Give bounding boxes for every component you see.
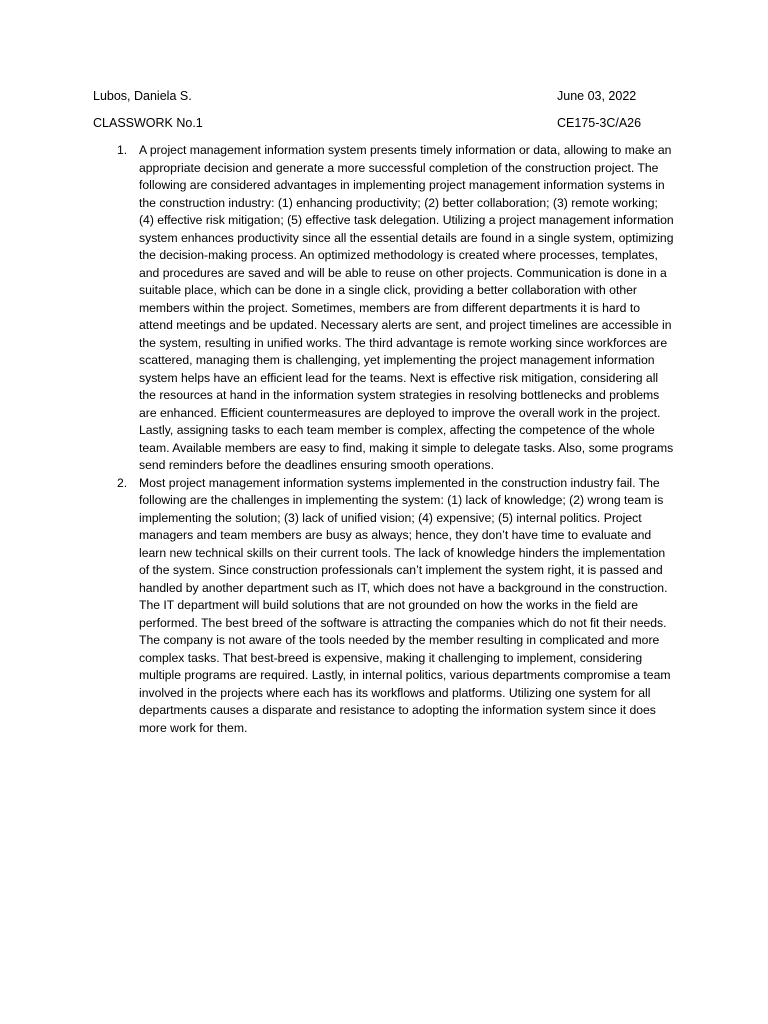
item-text: Most project management information systems implemented in the construction industry fail. The following are the challenges in implementing the system: (1) lack of knowledge; (2) wrong team is implementing the solution; (3) lack of unified vision; (4) expensive; (5) internal politics. Project managers and team members are busy as always; hence, they don’t have time to evaluate and learn new technical skills on their current tools. The lack of knowledge hinders the implementation of the system. Since construction professionals can’t implement the system right, it is passed and handled by another department such as IT, which does not have a background in the construction. The IT department will build solutions that are not grounded on how the works in the field are performed. The best breed of the software is attracting the companies which do not fit their needs. The company is not aware of the tools needed by the member resulting in complicated and more complex tasks. That best-breed is expensive, making it challenging to implement, considering multiple programs are required. Lastly, in internal politics, various departments compromise a team involved in the projects where each has its workflows and platforms. Utilizing one system for all departments causes a disparate and resistance to adopting the information system since it does more work for them. [139,475,671,735]
item-text: A project management information system presents timely information or data, allowing to make an appropriate decision and generate a more successful completion of the construction project. The following are considered advantages in implementing project management information systems in the construction industry: (1) enhancing productivity; (2) better collaboration; (3) remote working; (4) effective risk mitigation; (5) effective task delegation. Utilizing a project management information system enhances productivity since all the essential details are found in a single system, optimizing the decision-making process. An optimized methodology is created where processes, templates, and procedures are saved and will be able to reuse on other projects. Communication is done in a suitable place, which can be done in a single click, providing a better collaboration with other members within the project. Sometimes, members are from different departments it is hard to attend meetings and be updated. Necessary alerts are sent, and project timelines are accessible in the system, resulting in unified works. The third advantage is remote working since workforces are scattered, managing them is challenging, yet implementing the project management information system helps have an efficient lead for the teams. Next is effective risk mitigation, considering all the resources at hand in the information system strategies in resolving bottlenecks and problems are enhanced. Efficient countermeasures are deployed to improve the overall work in the project. Lastly, assigning tasks to each team member is complex, affecting the competence of the whole team. Available members are easy to find, making it simple to delegate tasks. Also, some programs send reminders before the deadlines ensuring smooth operations. [139,143,674,472]
answer-item-2 [117,475,675,738]
answer-item-1 [117,142,675,475]
answer-list [117,142,675,737]
document-title: CLASSWORK No.1 [93,116,203,130]
submission-date: June 03, 2022 [557,89,637,103]
student-name: Lubos, Daniela S. [93,89,192,103]
course-code: CE175-3C/A26 [557,116,642,130]
item-number: 1. [117,143,128,157]
item-number: 2. [117,475,128,490]
